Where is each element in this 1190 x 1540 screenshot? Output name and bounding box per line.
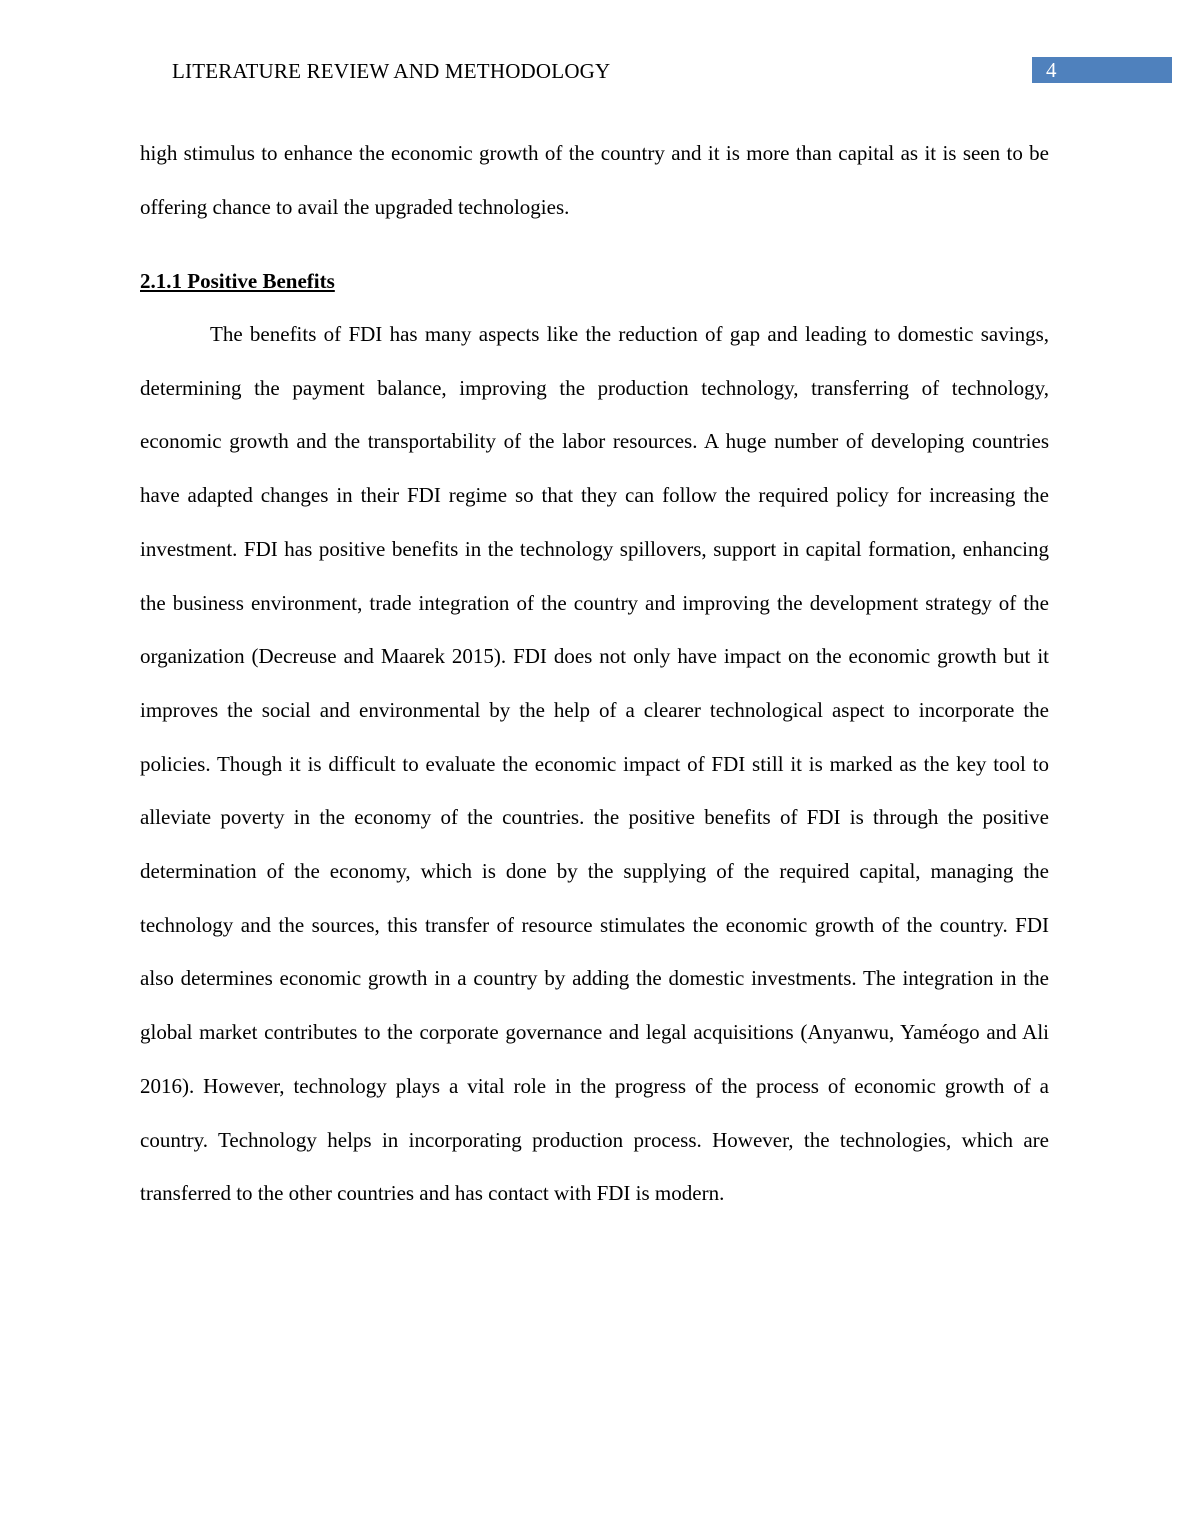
- page-number-box: [1032, 57, 1172, 83]
- section-heading: 2.1.1 Positive Benefits: [140, 269, 335, 293]
- page-number: 4: [1046, 58, 1057, 82]
- section-paragraph: The benefits of FDI has many aspects like the reduction of gap and leading to domestic savings, determining the payment balance, improving the production technology, transferring of technology, economic growth and the transportability of the labor resources. A huge number of developing countries have adapted changes in their FDI regime so that they can follow the required policy for increasing the investment. FDI has positive benefits in the technology spillovers, support in capital formation, enhancing the business environment, trade integration of the country and improving the development strategy of the organization (Decreuse and Maarek 2015). FDI does not only have impact on the economic growth but it improves the social and environmental by the help of a clearer technological aspect to incorporate the policies. Though it is difficult to evaluate the economic impact of FDI still it is marked as the key tool to alleviate poverty in the economy of the countries. the positive benefits of FDI is through the positive determination of the economy, which is done by the supplying of the required capital, managing the technology and the sources, this transfer of resource stimulates the economic growth of the country. FDI also determines economic growth in a country by adding the domestic investments. The integration in the global market contributes to the corporate governance and legal acquisitions (Anyanwu, Yaméogo and Ali 2016). However, technology plays a vital role in the progress of the process of economic growth of a country. Technology helps in incorporating production process. However, the technologies, which are transferred to the other countries and has contact with FDI is modern.: [140, 322, 1049, 1206]
- continuation-paragraph: high stimulus to enhance the economic growth of the country and it is more than capital as it is seen to be offering chance to avail the upgraded technologies.: [140, 141, 1049, 219]
- running-head: LITERATURE REVIEW AND METHODOLOGY: [172, 59, 611, 83]
